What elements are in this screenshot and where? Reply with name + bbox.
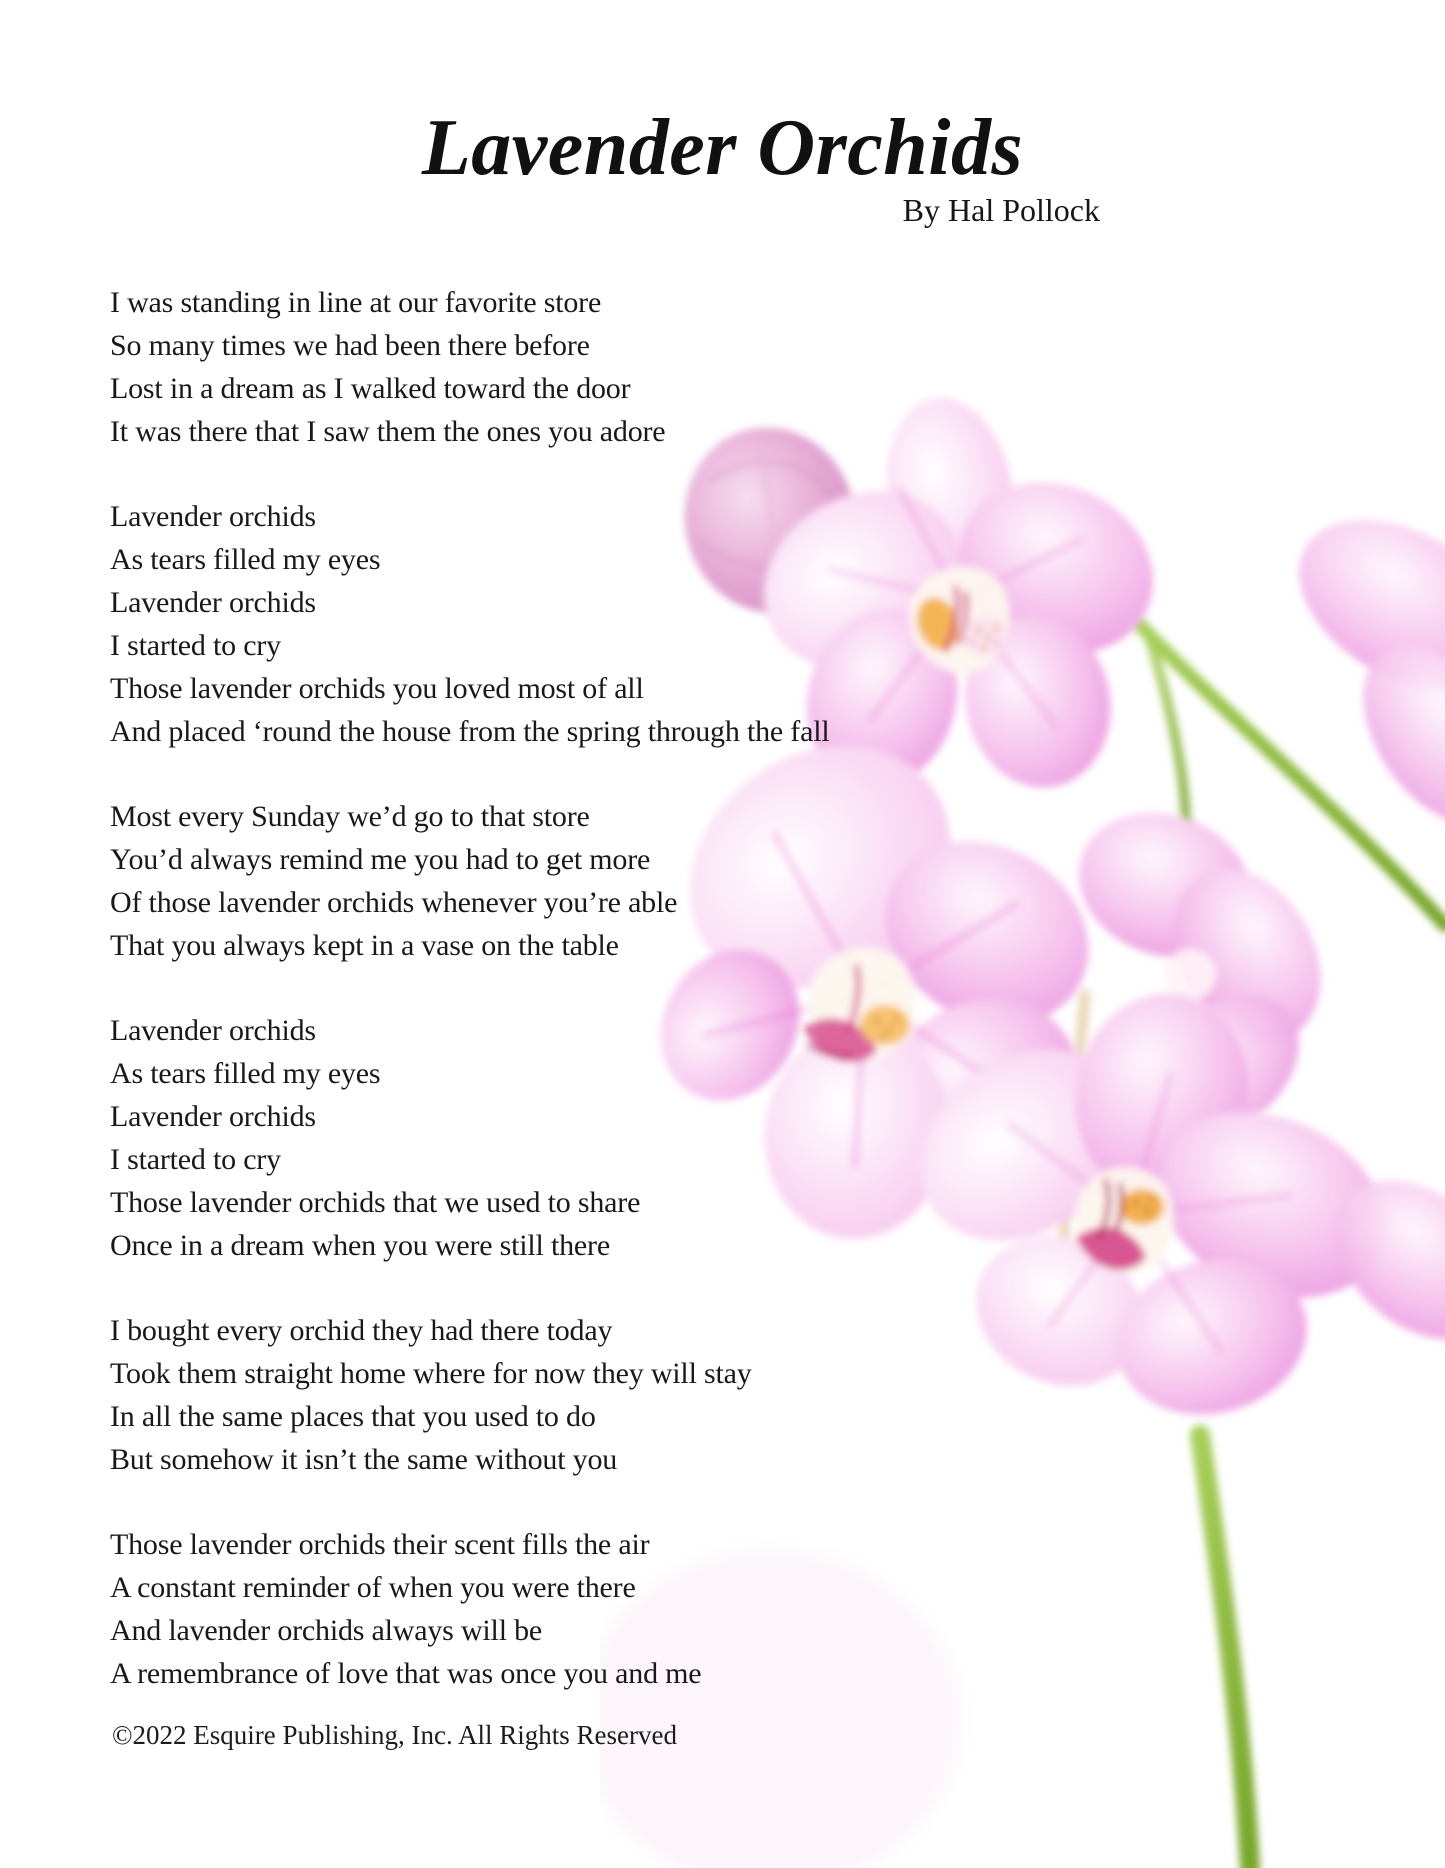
poem-line: Lavender orchids [110, 1100, 316, 1133]
stanza [110, 1009, 830, 1267]
stanza [110, 1523, 830, 1695]
poem-line: I started to cry [110, 1143, 281, 1176]
poem-line: And lavender orchids always will be [110, 1614, 543, 1647]
poem-line: I was standing in line at our favorite store [110, 286, 602, 319]
stanza [110, 495, 830, 753]
poem-line: Lavender orchids [110, 1014, 316, 1047]
poem-line: That you always kept in a vase on the table [110, 929, 619, 962]
poem-line: It was there that I saw them the ones you adore [110, 415, 666, 448]
poem-line: I bought every orchid they had there today [110, 1314, 613, 1347]
poem-line: I started to cry [110, 629, 281, 662]
poem-line: You’d always remind me you had to get more [110, 843, 651, 876]
poem-line: Of those lavender orchids whenever you’re able [110, 886, 678, 919]
page-title: Lavender Orchids [421, 104, 1024, 192]
poem-line: Lavender orchids [110, 586, 316, 619]
stanza [110, 281, 830, 453]
poem [110, 281, 830, 1737]
poem-line: Those lavender orchids their scent fills the air [110, 1528, 650, 1561]
copyright-notice: ©2022 Esquire Publishing, Inc. All Rights Reserved [112, 1720, 677, 1750]
poem-line: As tears filled my eyes [110, 543, 381, 576]
poem-line: A constant reminder of when you were there [110, 1571, 636, 1604]
poem-line: Lavender orchids [110, 500, 316, 533]
poem-line: Once in a dream when you were still there [110, 1229, 610, 1262]
orchid-partial-petals-right [1269, 485, 1445, 852]
byline: By Hal Pollock [902, 192, 1100, 228]
poem-line: As tears filled my eyes [110, 1057, 381, 1090]
poem-line: And placed ‘round the house from the spring through the fall [110, 715, 830, 748]
poem-line: So many times we had been there before [110, 329, 590, 362]
poem-line: Took them straight home where for now they will stay [110, 1357, 752, 1390]
poem-line: In all the same places that you used to do [110, 1400, 596, 1433]
stanza [110, 795, 830, 967]
poem-line: Lost in a dream as I walked toward the door [110, 372, 631, 405]
stanza [110, 1309, 830, 1481]
poem-line: Those lavender orchids you loved most of all [110, 672, 644, 705]
poem-line: Those lavender orchids that we used to share [110, 1186, 641, 1219]
poem-line: A remembrance of love that was once you and me [110, 1657, 702, 1690]
poem-line: But somehow it isn’t the same without you [110, 1443, 618, 1476]
poem-line: Most every Sunday we’d go to that store [110, 800, 590, 833]
